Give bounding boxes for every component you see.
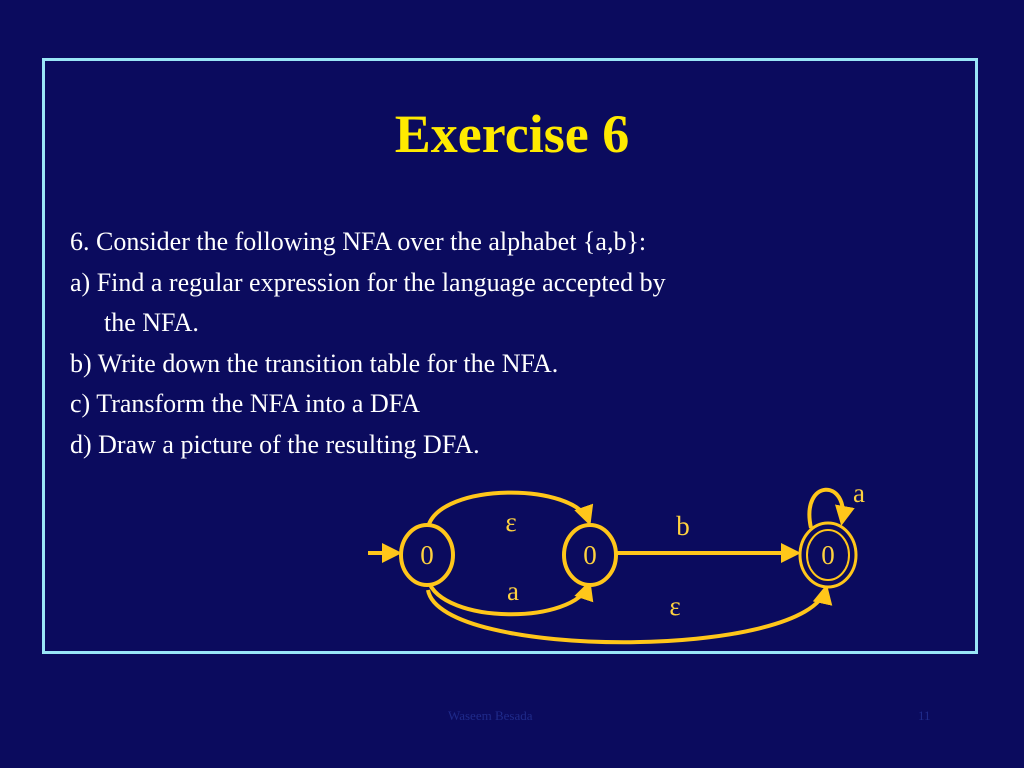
exercise-line-b: b) Write down the transition table for the NFA.	[70, 348, 559, 378]
footer-page-number: 11	[918, 708, 931, 723]
exercise-line-intro: 6. Consider the following NFA over the alphabet {a,b}:	[70, 227, 647, 256]
exercise-line-d: d) Draw a picture of the resulting DFA.	[70, 429, 480, 459]
edge-q0-q2-epsilon	[428, 588, 826, 642]
exercise-line-c: c) Transform the NFA into a DFA	[70, 389, 421, 418]
edge-label-q1-q2-b: b	[676, 511, 690, 541]
edge-label-q2-self-a: a	[853, 478, 865, 508]
state-q0-label: 0	[420, 540, 434, 570]
edge-label-q0-q2-epsilon: ε	[669, 591, 681, 621]
edge-label-q0-q1-a: a	[507, 576, 519, 606]
exercise-line-a: a) Find a regular expression for the language accepted by	[70, 267, 666, 297]
state-q1-label: 0	[583, 540, 597, 570]
footer-author: Waseem Besada	[448, 708, 533, 723]
exercise-line-a-cont: the NFA.	[104, 308, 199, 337]
edge-label-q0-q1-epsilon: ε	[505, 507, 517, 537]
slide-title: Exercise 6	[394, 104, 630, 164]
state-q2-label: 0	[821, 540, 835, 570]
